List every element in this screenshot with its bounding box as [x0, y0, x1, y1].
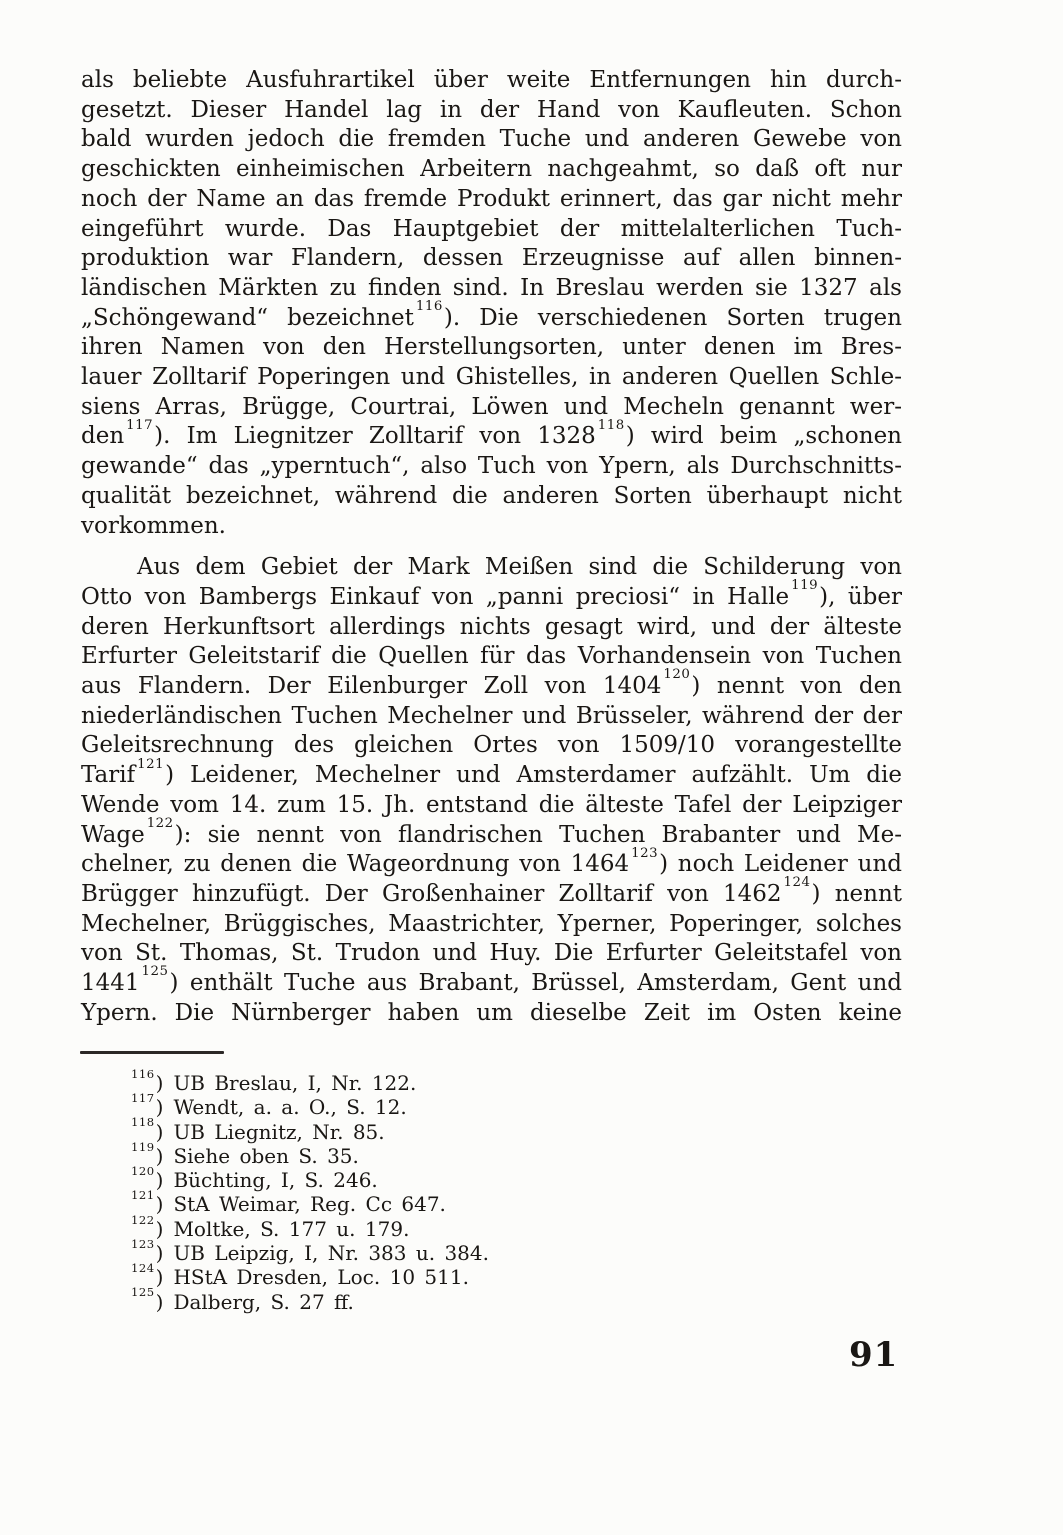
- footnotes: [81, 1066, 902, 1314]
- footnote-ref: 122: [146, 815, 174, 831]
- text-line: produktion war Flandern, dessen Erzeugnisse auf allen binnen-: [81, 245, 902, 272]
- footnote: $^{122}$) Moltke, S. 177 u. 179.: [131, 1212, 410, 1241]
- body-text: [81, 66, 902, 1029]
- footnote-number: 123: [131, 1236, 155, 1251]
- text-line: von St. Thomas, St. Trudon und Huy. Die Erfurter Geleitstafel von: [81, 940, 902, 967]
- text-line: lauer Zolltarif Poperingen und Ghistelles, in anderen Quellen Schle-: [81, 364, 902, 391]
- text-line: geschickten einheimischen Arbeitern nachgeahmt, so daß oft nur: [81, 156, 902, 183]
- text-line: Aus dem Gebiet der Mark Meißen sind die Schilderung von: [137, 554, 902, 581]
- footnote-ref: 119: [791, 578, 819, 594]
- text-line: eingeführt wurde. Das Hauptgebiet der mittelalterlichen Tuch-: [81, 215, 902, 242]
- footnote-number: 119: [131, 1139, 155, 1154]
- text-line: ihren Namen von den Herstellungsorten, unter denen im Bres-: [81, 334, 902, 361]
- footnote-number: 122: [131, 1212, 155, 1227]
- text-line: Otto von Bambergs Einkauf von „panni preciosi“ in Halle $^{119}$), über: [81, 578, 902, 610]
- text-line: aus Flandern. Der Eilenburger Zoll von 1404 $^{120}$) nennt von den: [81, 667, 902, 700]
- text-line: gewande“ das „yperntuch“, also Tuch von Ypern, als Durchschnitts-: [81, 453, 902, 480]
- footnote: $^{118}$) UB Liegnitz, Nr. 85.: [131, 1115, 385, 1144]
- footnote-ref: 117: [126, 417, 154, 433]
- footnote-number: 118: [131, 1115, 155, 1130]
- footnote-number: 121: [131, 1188, 155, 1203]
- text-line: den $^{117}$). Im Liegnitzer Zolltarif von 1328 $^{118}$) wird beim „schonen: [81, 417, 902, 450]
- page-number: 91: [849, 1335, 899, 1375]
- footnote: $^{119}$) Siehe oben S. 35.: [131, 1139, 359, 1168]
- text-line: vorkommen.: [81, 512, 226, 539]
- footnote-ref: 118: [597, 417, 625, 433]
- text-line: Ypern. Die Nürnberger haben um dieselbe Zeit im Osten keine: [81, 999, 902, 1026]
- footnote: $^{124}$) HStA Dresden, Loc. 10 511.: [131, 1261, 469, 1290]
- footnote: $^{120}$) Büchting, I, S. 246.: [131, 1163, 378, 1193]
- text-line: siens Arras, Brügge, Courtrai, Löwen und Mecheln genannt wer-: [81, 393, 902, 420]
- paragraph-1: [81, 66, 902, 541]
- text-line: Erfurter Geleitstarif die Quellen für das Vorhandensein von Tuchen: [81, 643, 902, 670]
- footnote-number: 120: [131, 1163, 155, 1178]
- footnote: $^{125}$) Dalberg, S. 27 ff.: [131, 1285, 354, 1314]
- footnote-number: 124: [131, 1261, 155, 1276]
- text-line: „Schöngewand“ bezeichnet $^{116}$). Die verschiedenen Sorten trugen: [81, 298, 902, 331]
- footnote-ref: 123: [631, 845, 659, 861]
- paragraph-2: [81, 553, 902, 1028]
- footnote: $^{117}$) Wendt, a. a. O., S. 12.: [131, 1091, 407, 1120]
- footnote-number: 125: [131, 1285, 155, 1300]
- footnote: $^{116}$) UB Breslau, I, Nr. 122.: [131, 1066, 417, 1095]
- footnote-number: 116: [131, 1066, 155, 1081]
- footnote-ref: 124: [783, 875, 811, 891]
- footnote-ref: 125: [141, 964, 169, 980]
- text-line: Tarif $^{121}$) Leidener, Mechelner und Amsterdamer aufzählt. Um die: [81, 756, 902, 789]
- text-line: gesetzt. Dieser Handel lag in der Hand von Kaufleuten. Schon: [81, 96, 902, 123]
- text-line: Brügger hinzufügt. Der Großenhainer Zolltarif von 1462 $^{124}$) nennt: [81, 875, 902, 907]
- footnote-number: 117: [131, 1091, 155, 1106]
- footnote-ref: 121: [137, 756, 165, 772]
- text-line: niederländischen Tuchen Mechelner und Brüsseler, während der der: [81, 702, 902, 729]
- footnote: $^{123}$) UB Leipzig, I, Nr. 383 u. 384.: [131, 1236, 489, 1266]
- text-line: als beliebte Ausfuhrartikel über weite Entfernungen hin durch-: [81, 67, 902, 93]
- text-line: chelner, zu denen die Wageordnung von 1464 $^{123}$) noch Leidener und: [81, 845, 902, 878]
- text-line: Wage $^{122}$): sie nennt von flandrischen Tuchen Brabanter und Me-: [81, 815, 902, 848]
- text-line: Wende vom 14. zum 15. Jh. entstand die älteste Tafel der Leipziger: [81, 791, 902, 818]
- footnote-ref: 120: [663, 667, 691, 683]
- text-line: 1441 $^{125}$) enthält Tuche aus Brabant, Brüssel, Amsterdam, Gent und: [81, 964, 902, 997]
- text-line: ländischen Märkten zu finden sind. In Breslau werden sie 1327 als: [81, 274, 902, 301]
- text-line: qualität bezeichnet, während die anderen Sorten überhaupt nicht: [81, 482, 902, 509]
- text-line: Mechelner, Brüggisches, Maastrichter, Yperner, Poperinger, solches: [81, 910, 902, 937]
- text-line: noch der Name an das fremde Produkt erinnert, das gar nicht mehr: [81, 185, 902, 212]
- footnote-ref: 116: [415, 298, 443, 314]
- footnote: $^{121}$) StA Weimar, Reg. Cc 647.: [131, 1188, 446, 1217]
- text-line: bald wurden jedoch die fremden Tuche und anderen Gewebe von: [81, 126, 902, 153]
- text-line: deren Herkunftsort allerdings nichts gesagt wird, und der älteste: [81, 613, 902, 640]
- footnote-separator: [80, 1051, 224, 1054]
- text-line: Geleitsrechnung des gleichen Ortes von 1509/10 vorangestellte: [81, 732, 902, 759]
